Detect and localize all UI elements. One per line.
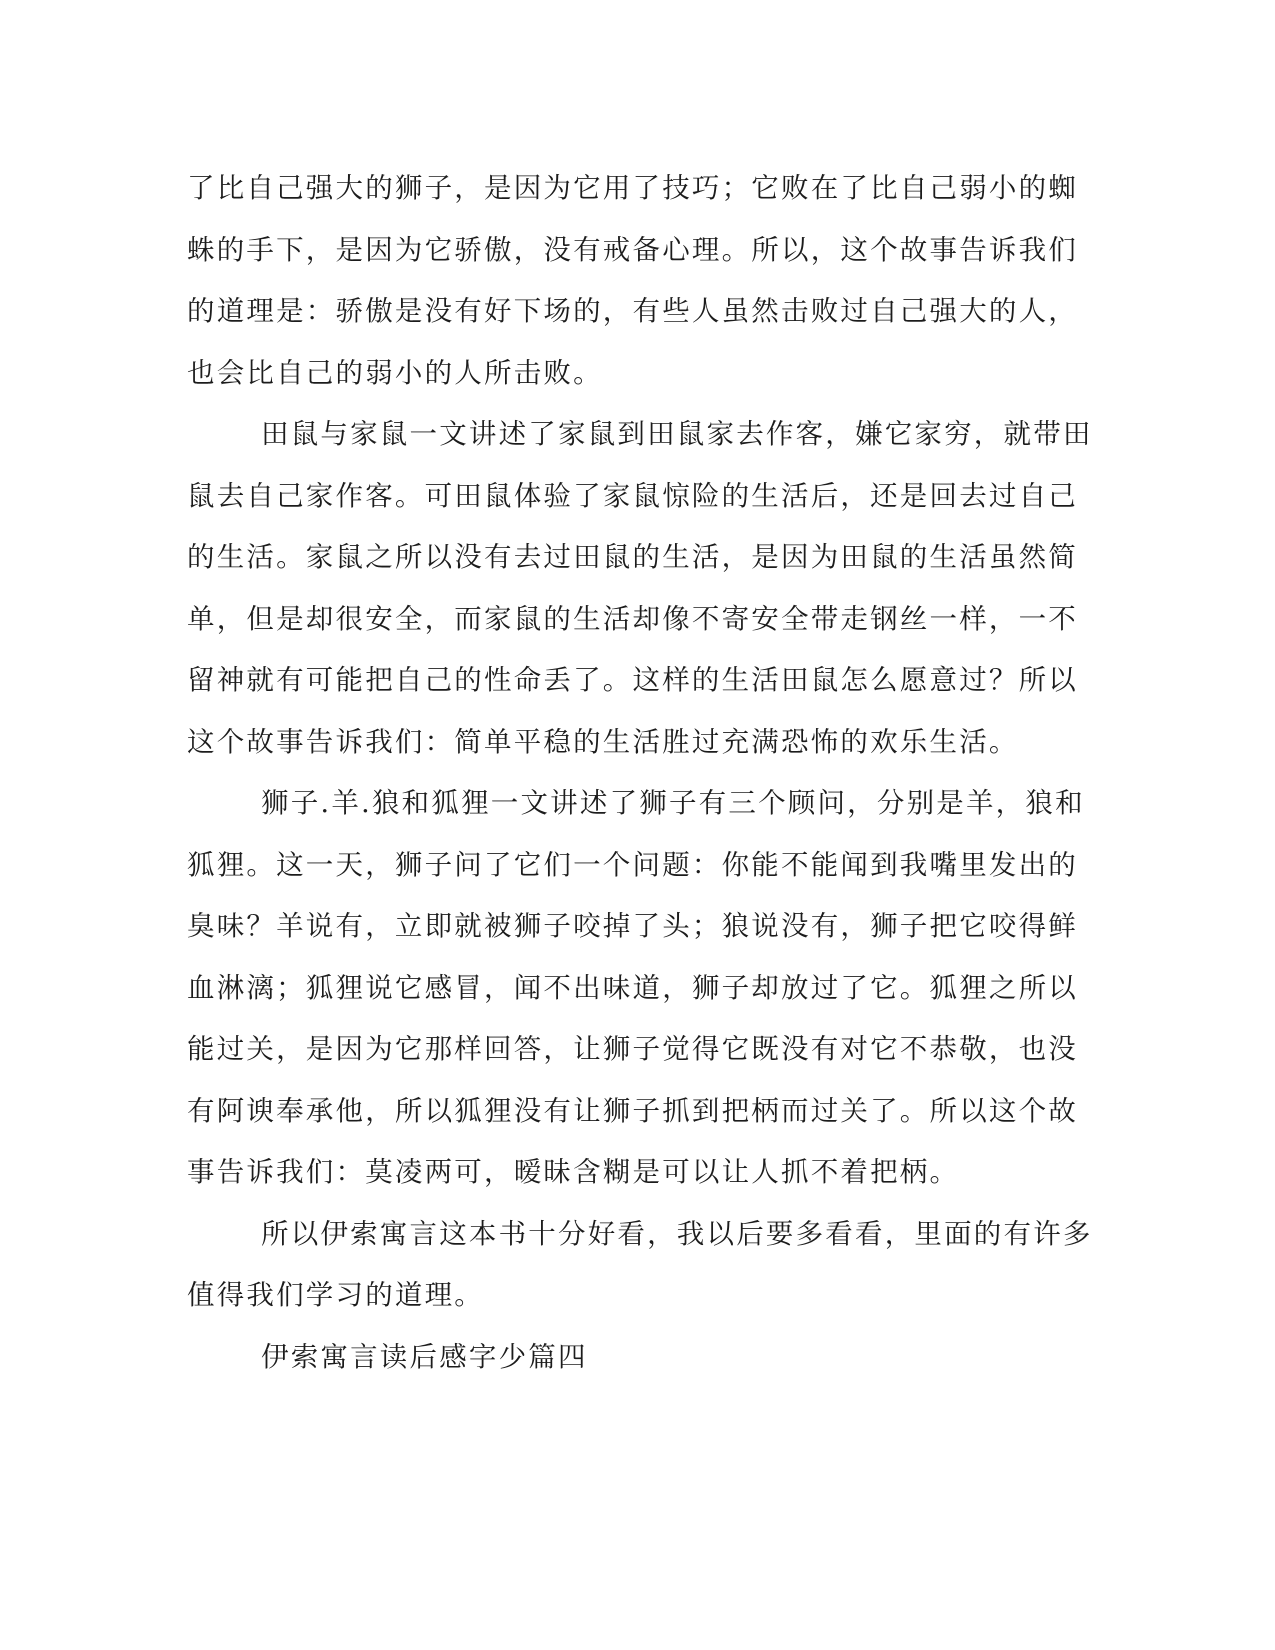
text-line: 血淋漓；狐狸说它感冒，闻不出味道，狮子却放过了它。狐狸之所以 xyxy=(187,971,1078,1004)
text-line: 的生活。家鼠之所以没有去过田鼠的生活，是因为田鼠的生活虽然简 xyxy=(187,541,1078,573)
text-line-first: 所以伊索寓言这本书十分好看，我以后要多看看，里面的有许多 xyxy=(261,1217,1093,1250)
text-line-first: 田鼠与家鼠一文讲述了家鼠到田鼠家去作客，嫌它家穷，就带田 xyxy=(261,418,1093,450)
text-line: 能过关，是因为它那样回答，让狮子觉得它既没有对它不恭敬，也没 xyxy=(187,1033,1078,1065)
paragraph-lion-sheep-wolf-fox xyxy=(187,773,1085,1204)
text-line: 鼠去自己家作客。可田鼠体验了家鼠惊险的生活后，还是回去过自己 xyxy=(187,479,1078,512)
document-body xyxy=(187,158,1093,1388)
text-line: 也会比自己的弱小的人所击败。 xyxy=(187,356,603,389)
text-line: 臭味？羊说有，立即就被狮子咬掉了头；狼说没有，狮子把它咬得鲜 xyxy=(187,910,1078,942)
section-heading-text: 伊索寓言读后感字少篇四 xyxy=(261,1340,588,1373)
text-line: 狐狸。这一天，狮子问了它们一个问题：你能不能闻到我嘴里发出的 xyxy=(187,848,1078,881)
text-line: 单，但是却很安全，而家鼠的生活却像不寄安全带走钢丝一样，一不 xyxy=(187,602,1078,635)
text-line-first: 狮子.羊.狼和狐狸一文讲述了狮子有三个顾问，分别是羊，狼和 xyxy=(261,787,1085,819)
paragraph-field-mouse-house-mouse xyxy=(187,404,1093,773)
text-line: 值得我们学习的道理。 xyxy=(187,1279,484,1311)
paragraph-lion-mosquito-ending xyxy=(187,158,1078,404)
text-line: 蛛的手下，是因为它骄傲，没有戒备心理。所以，这个故事告诉我们 xyxy=(187,233,1078,266)
text-line: 有阿谀奉承他，所以狐狸没有让狮子抓到把柄而过关了。所以这个故 xyxy=(187,1094,1078,1127)
text-line: 事告诉我们：莫凌两可，暧昧含糊是可以让人抓不着把柄。 xyxy=(187,1156,960,1188)
text-line: 的道理是：骄傲是没有好下场的，有些人虽然击败过自己强大的人， xyxy=(187,295,1078,327)
text-line: 留神就有可能把自己的性命丢了。这样的生活田鼠怎么愿意过？所以 xyxy=(187,664,1078,696)
text-line: 这个故事告诉我们：简单平稳的生活胜过充满恐怖的欢乐生活。 xyxy=(187,725,1019,758)
text-line: 了比自己强大的狮子，是因为它用了技巧；它败在了比自己弱小的蜘 xyxy=(187,172,1078,204)
section-heading xyxy=(187,1327,1073,1389)
paragraph-conclusion xyxy=(187,1204,1093,1327)
